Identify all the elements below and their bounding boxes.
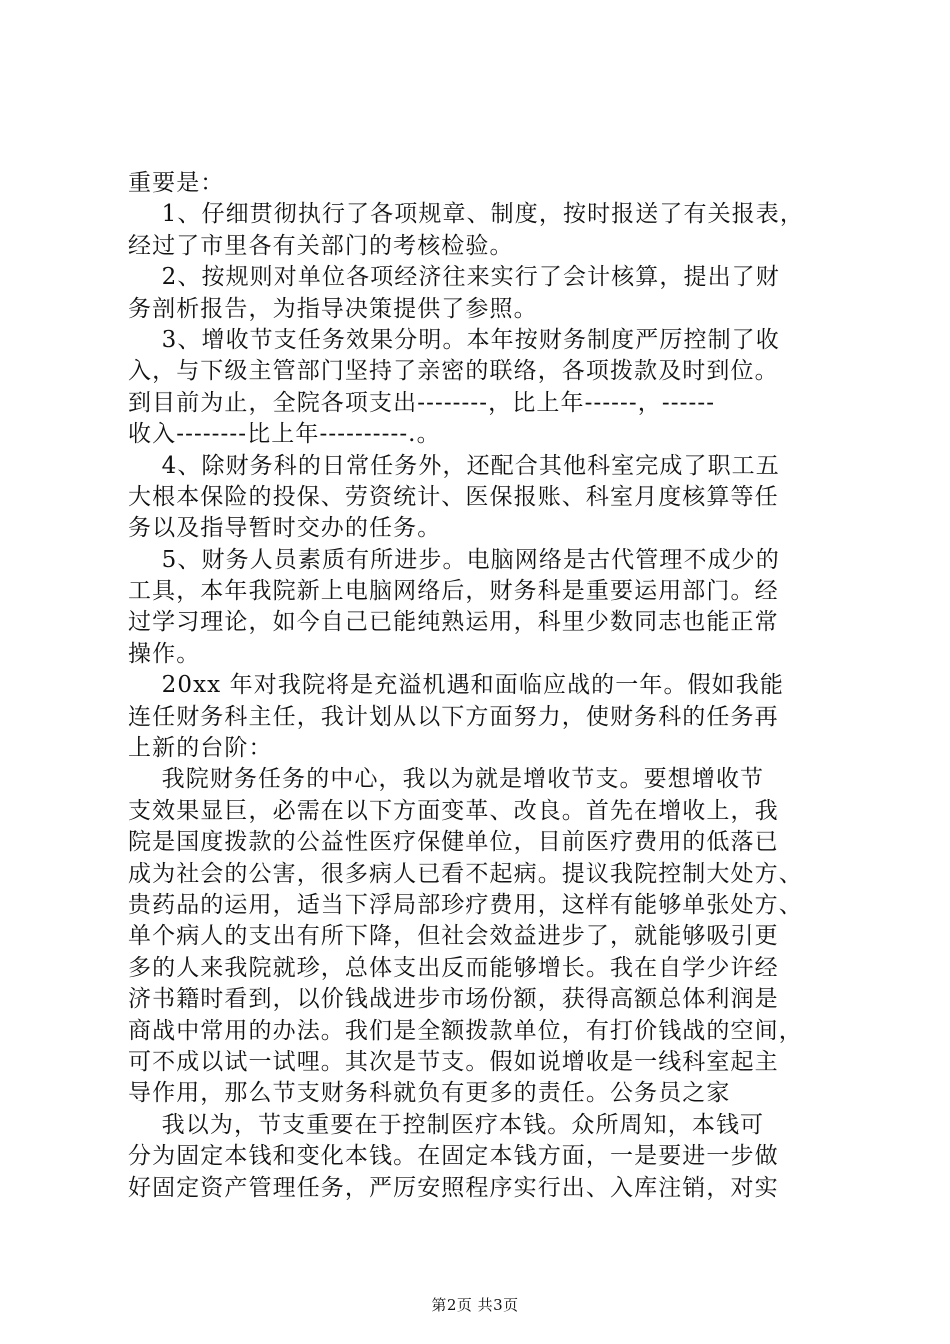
text-line: 20xx 年对我院将是充溢机遇和面临应战的一年。假如我能 <box>128 672 784 699</box>
text-line: 多的人来我院就珍，总体支出反而能够增长。我在自学少许经 <box>128 954 779 981</box>
text-line: 5、财务人员素质有所进步。电脑网络是古代管理不成少的 <box>128 546 780 573</box>
text-line: 务剖析报告，为指导决策提供了参照。 <box>128 295 538 322</box>
text-line: 入，与下级主管部门坚持了亲密的联络，各项拨款及时到位。 <box>128 358 779 385</box>
text-line: 大根本保险的投保、劳资统计、医保报账、科室月度核算等任 <box>128 483 779 510</box>
text-line: 3、增收节支任务效果分明。本年按财务制度严厉控制了收 <box>128 326 780 353</box>
text-line: 操作。 <box>128 640 201 667</box>
text-line: 贵药品的运用，适当下浮局部珍疗费用，这样有能够单张处方、 <box>128 891 803 918</box>
text-line: 收入--------比上年----------.。 <box>128 421 441 448</box>
text-line: 过学习理论，如今自己已能纯熟运用，科里少数同志也能正常 <box>128 609 779 636</box>
text-line: 务以及指导暂时交办的任务。 <box>128 515 442 542</box>
text-line: 我以为，节支重要在于控制医疗本钱。众所周知，本钱可 <box>128 1111 765 1138</box>
document-body <box>128 168 828 1204</box>
page-footer: 第2页 共3页 <box>431 1296 519 1314</box>
text-line: 4、除财务科的日常任务外，还配合其他科室完成了职工五 <box>128 452 780 479</box>
text-line: 1、仔细贯彻执行了各项规章、制度，按时报送了有关报表， <box>128 201 804 228</box>
text-line: 可不成以试一试哩。其次是节支。假如说增收是一线科室起主 <box>128 1048 779 1075</box>
text-line: 到目前为止，全院各项支出--------，比上年------，------ <box>128 389 716 416</box>
text-line: 分为固定本钱和变化本钱。在固定本钱方面，一是要进一步做 <box>128 1143 779 1170</box>
text-line: 济书籍时看到，以价钱战进步市场份额，获得高额总体利润是 <box>128 986 779 1013</box>
text-line: 好固定资产管理任务，严厉安照程序实行出、入库注销，对实 <box>128 1174 779 1201</box>
text-line: 2、按规则对单位各项经济往来实行了会计核算，提出了财 <box>128 264 780 291</box>
text-line: 重要是： <box>128 170 225 196</box>
text-line: 支效果显巨，必需在以下方面变革、改良。首先在增收上，我 <box>128 797 779 824</box>
text-line: 商战中常用的办法。我们是全额拨款单位，有打价钱战的空间， <box>128 1017 803 1044</box>
text-line: 上新的台阶： <box>128 735 273 762</box>
text-line: 导作用，那么节支财务科就负有更多的责任。公务员之家 <box>128 1080 731 1107</box>
text-line: 连任财务科主任，我计划从以下方面努力，使财务科的任务再 <box>128 703 779 730</box>
text-line: 单个病人的支出有所下降，但社会效益进步了，就能够吸引更 <box>128 923 779 950</box>
text-line: 经过了市里各有关部门的考核检验。 <box>128 232 514 259</box>
text-line: 我院财务任务的中心，我以为就是增收节支。要想增收节 <box>128 766 765 793</box>
text-line: 工具，本年我院新上电脑网络后，财务科是重要运用部门。经 <box>128 578 779 605</box>
text-line: 院是国度拨款的公益性医疗保健单位，目前医疗费用的低落已 <box>128 829 779 856</box>
text-line: 成为社会的公害，很多病人已看不起病。提议我院控制大处方、 <box>128 860 803 887</box>
